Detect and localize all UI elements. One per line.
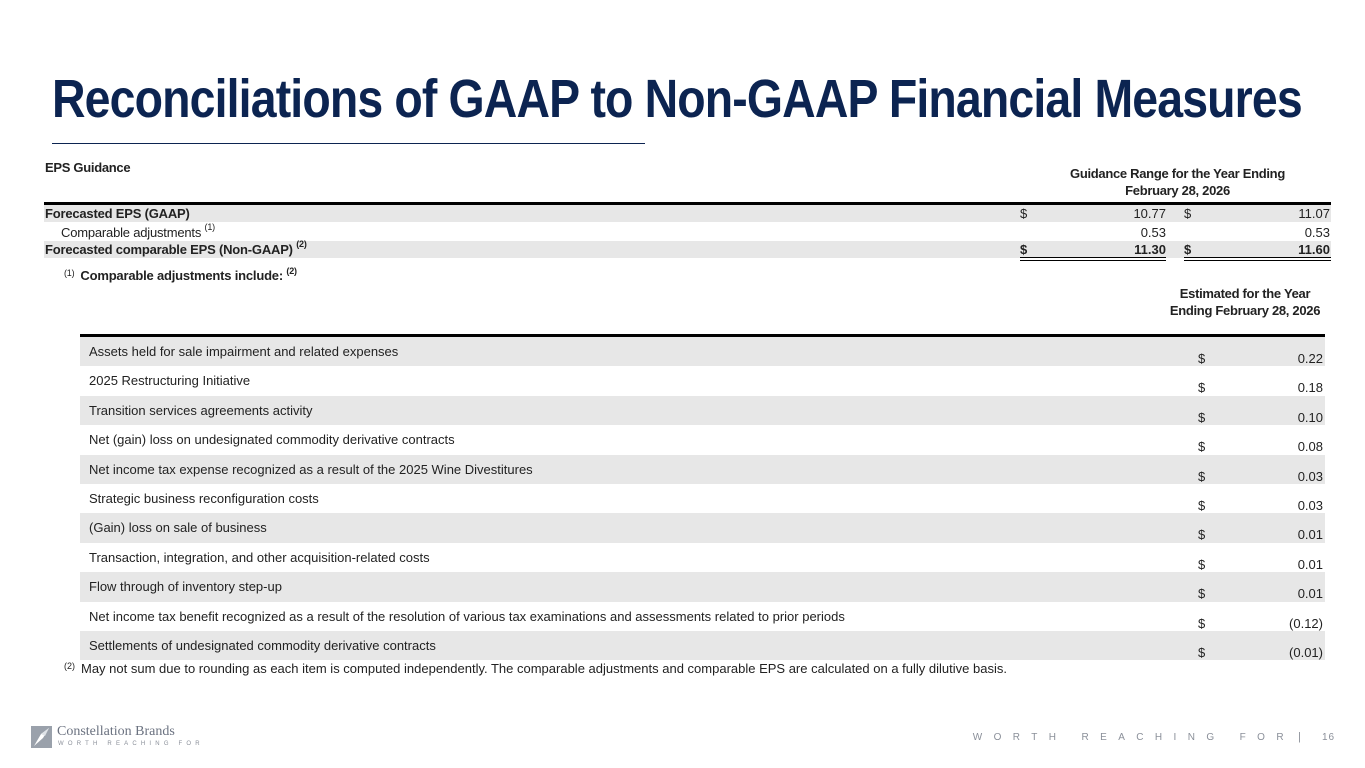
- page-title: Reconciliations of GAAP to Non-GAAP Financial Measures: [52, 69, 1302, 129]
- adjustment-currency: $: [1198, 409, 1206, 425]
- adjustment-currency: $: [1198, 439, 1206, 455]
- adjustment-value: 0.08: [1297, 439, 1323, 455]
- table-row: [80, 631, 1325, 660]
- footnote-2: [64, 661, 1007, 676]
- adjustment-value: 0.22: [1297, 351, 1323, 366]
- adjustment-label: Net income tax benefit recognized as a result of the resolution of various tax examinations and assessments related to prior periods: [89, 608, 845, 624]
- table-row: [80, 425, 1325, 454]
- eps-value-low: 0.53: [1140, 225, 1166, 240]
- adjustment-value: 0.01: [1297, 556, 1323, 572]
- adjustment-label: Net income tax expense recognized as a result of the 2025 Wine Divestitures: [89, 461, 533, 477]
- adjustment-currency: $: [1198, 468, 1206, 484]
- adjustment-value: 0.18: [1297, 380, 1323, 396]
- estimate-header-line2: Ending February 28, 2026: [1169, 303, 1321, 318]
- eps-row-label: [61, 224, 215, 241]
- adjustments-table: [80, 337, 1325, 660]
- table-row: [80, 602, 1325, 631]
- footnote-1-text: Comparable adjustments include:: [80, 268, 283, 283]
- table-row: [80, 543, 1325, 572]
- adjustment-currency: $: [1198, 380, 1206, 396]
- table-row: [80, 337, 1325, 366]
- adjustment-currency: $: [1198, 527, 1206, 543]
- guidance-range-header-line2: February 28, 2026: [1125, 183, 1230, 198]
- double-underline-low: [1020, 257, 1166, 261]
- adjustment-label: Transition services agreements activity: [89, 402, 313, 418]
- adjustment-currency: $: [1198, 615, 1206, 631]
- adjustment-value: (0.12): [1289, 615, 1323, 631]
- eps-currency-high: $: [1184, 242, 1192, 257]
- guidance-range-header: [1025, 165, 1330, 199]
- footnote-ref: (2): [286, 266, 297, 276]
- eps-row-label-text: Comparable adjustments: [61, 225, 202, 240]
- table-row: [80, 455, 1325, 484]
- table-row: [80, 513, 1325, 542]
- adjustment-label: Transaction, integration, and other acquisition-related costs: [89, 549, 430, 565]
- adjustment-label: 2025 Restructuring Initiative: [89, 373, 251, 389]
- footnote-1-number: (1): [64, 268, 75, 278]
- eps-value-high: 0.53: [1304, 225, 1330, 240]
- adjustment-label: Settlements of undesignated commodity derivative contracts: [89, 637, 436, 653]
- footnote-1: [64, 268, 297, 283]
- estimate-header: [1150, 285, 1340, 319]
- adjustment-currency: $: [1198, 351, 1206, 366]
- guidance-range-header-line1: Guidance Range for the Year Ending: [1070, 166, 1285, 181]
- estimate-header-line1: Estimated for the Year: [1179, 286, 1311, 301]
- eps-guidance-label: EPS Guidance: [45, 160, 131, 175]
- adjustment-value: 0.10: [1297, 409, 1323, 425]
- eps-currency-low: $: [1020, 242, 1028, 257]
- table-row: [80, 572, 1325, 601]
- adjustment-label: (Gain) loss on sale of business: [89, 520, 267, 536]
- footnote-2-text: May not sum due to rounding as each item is computed independently. The comparable adjustments and comparable EPS are calculated on a fully dilutive basis.: [81, 661, 1007, 676]
- table-row: [80, 396, 1325, 425]
- adjustment-value: 0.03: [1297, 468, 1323, 484]
- adjustment-value: 0.01: [1297, 527, 1323, 543]
- table-row: [80, 366, 1325, 395]
- footer-tagline: WORTH REACHING FOR: [972, 732, 1295, 743]
- adjustment-currency: $: [1198, 586, 1206, 602]
- eps-row-label: [45, 241, 307, 258]
- footnote-ref: (1): [204, 222, 215, 232]
- eps-row-label: Forecasted EPS (GAAP): [45, 206, 190, 221]
- eps-value-low: 10.77: [1133, 206, 1166, 221]
- table-row: [80, 484, 1325, 513]
- eps-row-comparable-adjustments: [44, 224, 1331, 241]
- adjustment-value: 0.03: [1297, 497, 1323, 513]
- eps-value-high: 11.07: [1298, 206, 1330, 221]
- adjustment-value: (0.01): [1289, 644, 1323, 660]
- adjustment-currency: $: [1198, 644, 1206, 660]
- adjustment-label: Strategic business reconfiguration costs: [89, 490, 319, 506]
- footnote-2-number: (2): [64, 661, 75, 671]
- star-logo-icon: [31, 726, 52, 748]
- logo-name: Constellation Brands: [57, 724, 175, 739]
- eps-row-label-text: Forecasted comparable EPS (Non-GAAP): [45, 242, 293, 257]
- adjustment-currency: $: [1198, 497, 1206, 513]
- eps-currency-low: $: [1020, 206, 1028, 221]
- adjustment-label: Net (gain) loss on undesignated commodity derivative contracts: [89, 432, 455, 448]
- page-number: 16: [1322, 732, 1336, 743]
- adjustment-currency: $: [1198, 556, 1206, 572]
- adjustment-label: Assets held for sale impairment and related expenses: [89, 344, 399, 359]
- adjustment-value: 0.01: [1297, 586, 1323, 602]
- adjustment-label: Flow through of inventory step-up: [89, 579, 282, 595]
- footnote-ref: (2): [296, 239, 307, 249]
- footer-separator: |: [1298, 731, 1301, 743]
- eps-value-high: 11.60: [1298, 242, 1330, 257]
- title-underline: [52, 143, 645, 144]
- double-underline-high: [1184, 257, 1331, 261]
- logo-tagline: WORTH REACHING FOR: [58, 741, 204, 747]
- eps-row-gaap: [44, 205, 1331, 222]
- eps-value-low: 11.30: [1134, 242, 1166, 257]
- eps-currency-high: $: [1184, 206, 1192, 221]
- eps-row-non-gaap: [44, 241, 1331, 258]
